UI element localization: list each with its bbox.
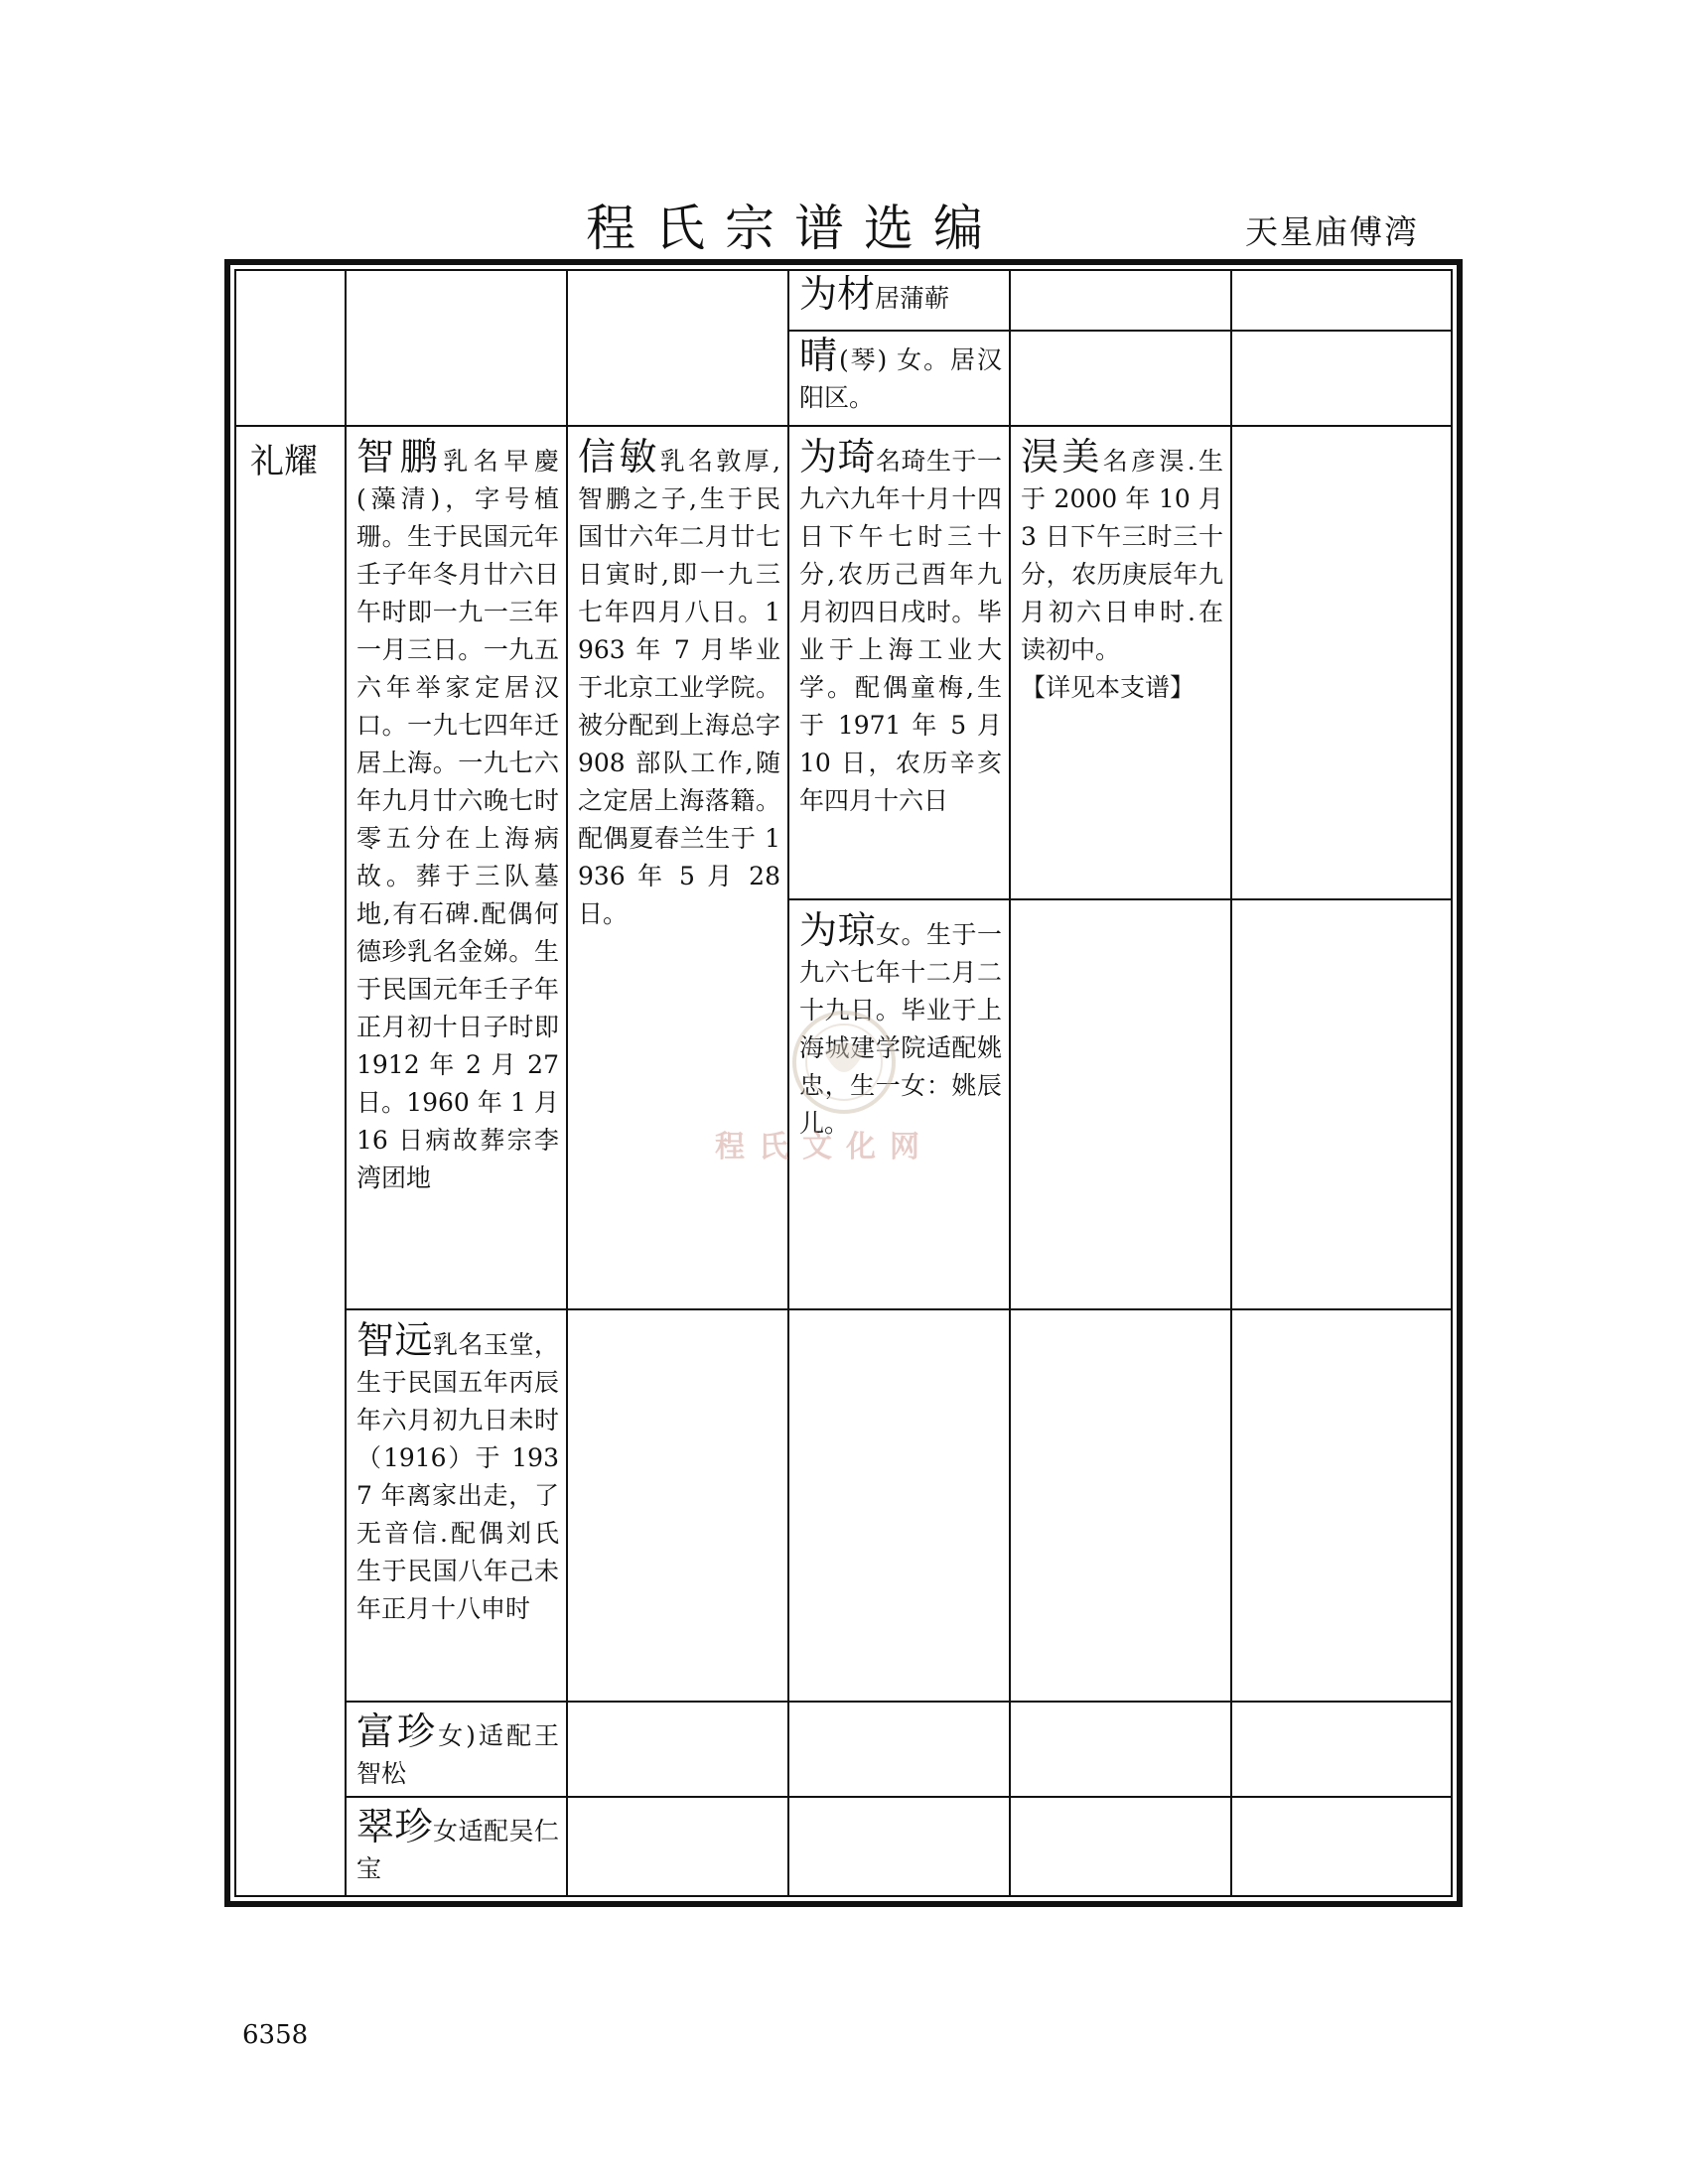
person-name: 智鹏: [356, 438, 444, 478]
watermark-text: 程氏文化网: [715, 1130, 933, 1164]
person-name: 信敏: [578, 438, 660, 478]
person-name: 为材: [799, 275, 876, 316]
row-divider: [345, 1796, 1451, 1798]
entry-fuzhen: [356, 1712, 559, 1794]
table-grid: [234, 269, 1453, 1897]
column-divider: [787, 271, 789, 1895]
person-name: 晴: [799, 337, 839, 377]
person-desc: 乳名玉堂，生于民国五年丙辰年六月初九日未时（1916）于 1937 年离家出走，了无音信.配偶刘氏生于民国八年己未年正月十八申时: [356, 1330, 559, 1623]
entry-xinmin: [578, 438, 780, 1305]
column-divider: [1009, 271, 1011, 1895]
entry-qing: [799, 337, 1002, 424]
person-desc: 女适配吴仁宝: [356, 1817, 559, 1883]
entry-zhipeng: [356, 438, 559, 1305]
person-name: 淏美: [1021, 438, 1103, 478]
person-name: 为琦: [799, 438, 876, 478]
person-desc: 乳名早慶(藻清)，字号植珊。生于民国元年壬子年冬月廿六日午时即一九一三年一月三日。一九五六年举家定居汉口。一九七四年迁居上海。一九七六年九月廿六晚七时零五分在上海病故。葬于三队墓地,有石碑.配偶何德珍乳名金娣。生于民国元年壬子年正月初十日子时即 1912 年 2 月 27 日。1960 年 1 月 16 日病故葬宗李湾团地: [356, 447, 559, 1192]
column-divider: [1230, 271, 1232, 1895]
page-title: 程氏宗谱选编: [586, 200, 1003, 257]
row-divider: [236, 425, 1451, 427]
row-divider: [345, 1701, 1451, 1703]
person-desc: 乳名敦厚,智鹏之子,生于民国廿六年二月廿七日寅时,即一九三七年四月八日。1963 年 7 月毕业于北京工业学院。被分配到上海总字 908 部队工作,随之定居上海落籍。配偶夏春兰生于 1936 年 5 月 28 日。: [578, 447, 780, 928]
branch-name: 天星庙傅湾: [1245, 212, 1419, 251]
person-name: 翠珍: [356, 1808, 433, 1848]
genealogy-table: [224, 259, 1463, 1907]
column-divider: [566, 271, 568, 1895]
entry-zhiyuan: [356, 1321, 559, 1699]
entry-weiqi: [799, 438, 1002, 896]
entry-weiqiong: [799, 911, 1002, 1306]
person-desc: 名彦淏.生于 2000 年 10 月 3 日下午三时三十分，农历庚辰年九月初六日申时.在读初中。: [1021, 447, 1223, 664]
column-divider: [345, 271, 347, 1895]
generation-label: 礼耀: [250, 442, 318, 481]
cross-reference-note: 【详见本支谱】: [1021, 673, 1196, 702]
entry-cuizhen: [356, 1808, 559, 1893]
entry-haomei: [1021, 438, 1223, 894]
person-name: 智远: [356, 1321, 433, 1362]
row-divider: [345, 1308, 1451, 1310]
person-desc: (琴) 女。居汉阳区。: [799, 345, 1002, 412]
person-desc: 名琦生于一九六九年十月十四日下午七时三十分,农历己酉年九月初四日戌时。毕业于上海工业大学。配偶童梅,生于 1971 年 5 月 10 日，农历辛亥年四月十六日: [799, 447, 1002, 815]
row-divider: [787, 898, 1451, 900]
person-name: 为琼: [799, 911, 876, 952]
person-desc: 女)适配王智松: [356, 1721, 559, 1788]
page-number: 6358: [242, 2020, 309, 2050]
entry-weicai: [799, 275, 1002, 329]
person-desc: 女。生于一九六七年十二月二十九日。毕业于上海城建学院适配姚忠，生一女：姚辰儿。: [799, 920, 1002, 1138]
person-name: 富珍: [356, 1712, 439, 1753]
row-divider: [787, 330, 1451, 332]
person-desc: 居蒲蕲: [875, 284, 950, 313]
